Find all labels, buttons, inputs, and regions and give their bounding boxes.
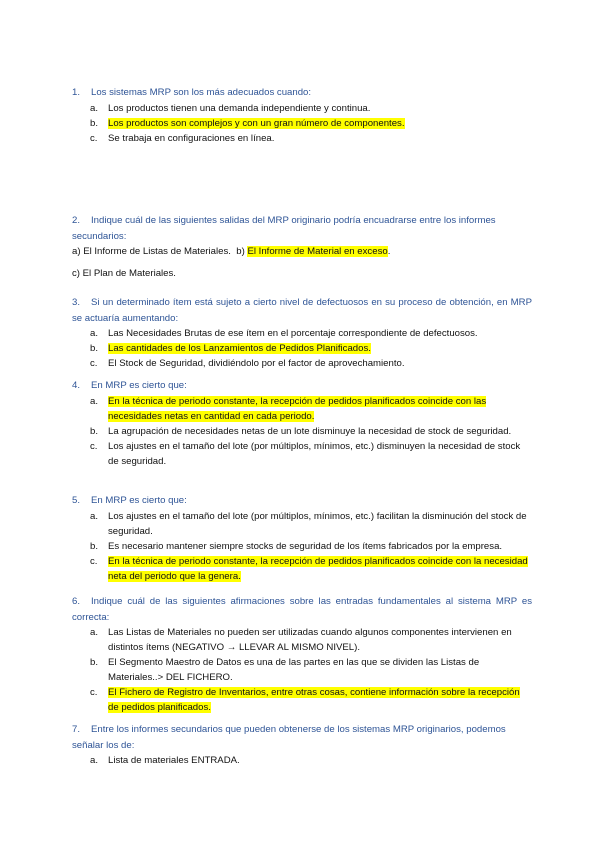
option-list <box>72 326 532 371</box>
question-title: 1. Los sistemas MRP son los más adecuados cuando: <box>72 87 312 98</box>
option-b: b. Las cantidades de los Lanzamientos de Pedidos Planificados. <box>90 343 371 354</box>
question-title: 5. En MRP es cierto que: <box>72 495 187 506</box>
option-b: b. Los productos son complejos y con un gran número de componentes. <box>90 117 405 129</box>
inline-option-c: c) El Plan de Materiales. <box>72 268 176 279</box>
option-a: a. Lista de materiales ENTRADA. <box>90 755 240 766</box>
option-a: a. En la técnica de periodo constante, la recepción de pedidos planificados coincide con las necesidades netas en cantidad en cada periodo. <box>90 395 487 422</box>
inline-options-ab: a) El Informe de Listas de Materiales. b) El Informe de Material en exceso. <box>72 246 391 257</box>
option-a: a. Los productos tienen una demanda independiente y continua. <box>90 102 371 114</box>
option-b: b. La agrupación de necesidades netas de un lote disminuye la necesidad de stock de seguridad. <box>90 425 512 437</box>
highlighted-answer: El Fichero de Registro de Inventarios, entre otras cosas, contiene información sobre la recepción de pedidos planificados. <box>108 687 520 713</box>
option-list <box>72 394 532 469</box>
option-a: a. Las Necesidades Brutas de ese ítem en el porcentaje correspondiente de defectuosos. <box>90 328 478 339</box>
question-title: 3. Si un determinado ítem está sujeto a cierto nivel de defectuosos en su proceso de obtención, en MRP se actuaría aumentando: <box>72 297 532 324</box>
question-4 <box>72 378 532 469</box>
highlighted-answer: El Informe de Material en exceso <box>247 246 388 257</box>
option-b: b. El Segmento Maestro de Datos es una de las partes en las que se dividen las Listas de Materiales..> DEL FICHERO. <box>90 657 480 683</box>
question-title: 4. En MRP es cierto que: <box>72 380 187 391</box>
question-1 <box>72 85 532 146</box>
highlighted-answer: En la técnica de periodo constante, la recepción de pedidos planificados coincide con la necesidad neta del periodo que la genera. <box>108 555 528 582</box>
option-list <box>72 625 532 715</box>
option-c: c. El Stock de Seguridad, dividiéndolo por el factor de aprovechamiento. <box>90 358 405 369</box>
option-list <box>72 753 532 768</box>
question-title: 7. Entre los informes secundarios que pueden obtenerse de los sistemas MRP originarios, podemos señalar los de: <box>72 724 506 751</box>
highlighted-answer: Los productos son complejos y con un gran número de componentes. <box>108 117 405 129</box>
highlighted-answer: Las cantidades de los Lanzamientos de Pedidos Planificados. <box>108 343 371 354</box>
question-5 <box>72 493 532 584</box>
option-c: c. Se trabaja en configuraciones en línea. <box>90 132 275 144</box>
option-list <box>72 509 532 584</box>
question-title: 6. Indique cuál de las siguientes afirmaciones sobre las entradas fundamentales al sistema MRP es correcta: <box>72 596 532 623</box>
option-b: b. Es necesario mantener siempre stocks de seguridad de los ítems fabricados por la empresa. <box>90 540 503 552</box>
option-c: c. El Fichero de Registro de Inventarios, entre otras cosas, contiene información sobre la recepción de pedidos planificados. <box>90 687 520 713</box>
highlighted-answer: En la técnica de periodo constante, la recepción de pedidos planificados coincide con las necesidades netas en cantidad en cada periodo. <box>108 395 487 422</box>
question-7 <box>72 722 532 768</box>
option-a: a. Las Listas de Materiales no pueden ser utilizadas cuando algunos componentes intervienen en distintos ítems (NEGATIVO → LLEVAR AL MISMO NIVEL). <box>90 627 512 653</box>
question-3 <box>72 295 532 371</box>
option-c: c. Los ajustes en el tamaño del lote (por múltiplos, mínimos, etc.) disminuyen la necesidad de stock de seguridad. <box>90 440 521 467</box>
question-6 <box>72 594 532 715</box>
question-2 <box>72 213 532 281</box>
option-c: c. En la técnica de periodo constante, la recepción de pedidos planificados coincide con la necesidad neta del periodo que la genera. <box>90 555 528 582</box>
option-list <box>72 101 532 146</box>
option-a: a. Los ajustes en el tamaño del lote (por múltiplos, mínimos, etc.) facilitan la disminución del stock de seguridad. <box>90 510 527 537</box>
question-title: 2. Indique cuál de las siguientes salidas del MRP originario podría encuadrarse entre los informes secundarios: <box>72 215 496 242</box>
